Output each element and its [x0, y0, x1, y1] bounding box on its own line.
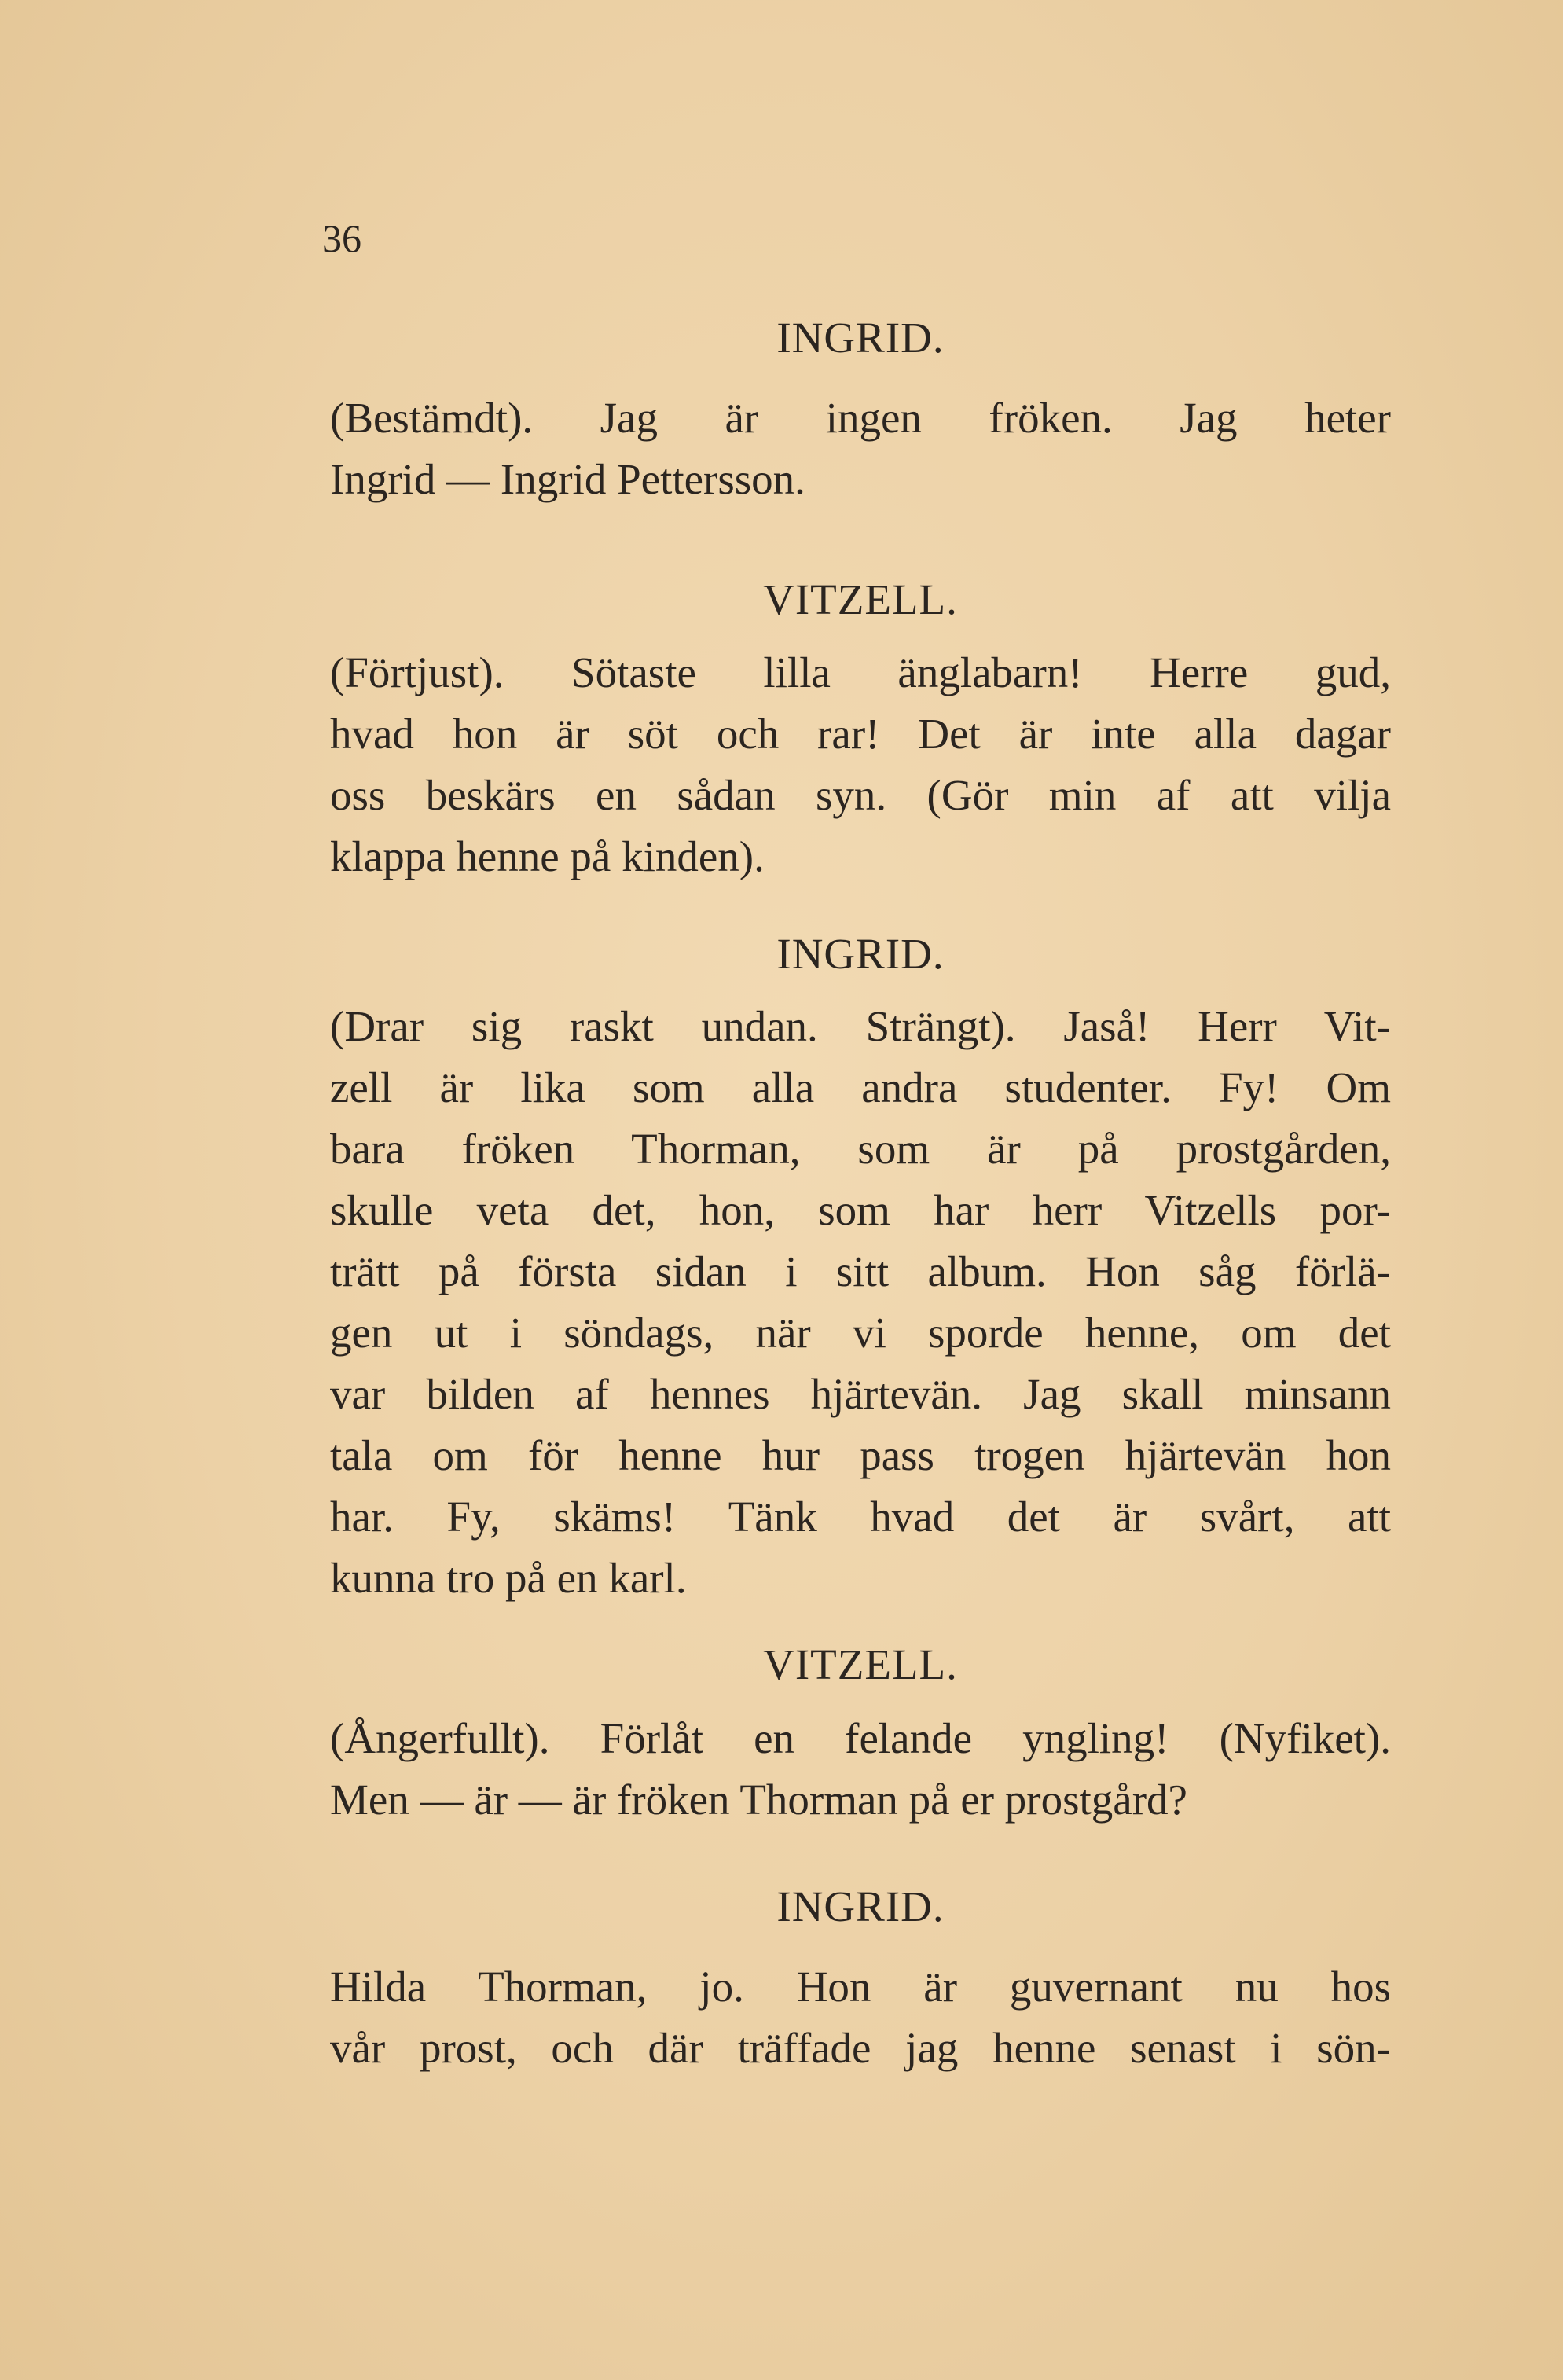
text-line: bara fröken Thorman, som är på prostgården, [330, 1125, 1391, 1173]
text-line: (Bestämdt). Jag är ingen fröken. Jag heter [330, 394, 1391, 442]
dialogue-paragraph [330, 387, 1391, 510]
text-line: Men — är — är fröken Thorman på er prostgård? [330, 1776, 1187, 1824]
speaker-name: VITZELL. [763, 1640, 958, 1688]
text-line: Ingrid — Ingrid Pettersson. [330, 455, 805, 503]
text-line: Hilda Thorman, jo. Hon är guvernant nu hos [330, 1963, 1391, 2011]
text-line: (Drar sig raskt undan. Strängt). Jaså! Herr Vit- [330, 1002, 1391, 1050]
dialogue-paragraph [330, 642, 1391, 887]
speaker-name: INGRID. [776, 930, 945, 978]
text-line: (Ångerfullt). Förlåt en felande yngling! (Nyfiket). [330, 1714, 1391, 1762]
text-line: (Förtjust). Sötaste lilla änglabarn! Herre gud, [330, 648, 1391, 696]
text-line: kunna tro på en karl. [330, 1554, 687, 1602]
text-line: tala om för henne hur pass trogen hjärtevän hon [330, 1431, 1391, 1479]
text-line: klappa henne på kinden). [330, 832, 765, 880]
dialogue-paragraph [330, 1956, 1391, 2079]
speaker-name: VITZELL. [763, 575, 958, 623]
text-line: har. Fy, skäms! Tänk hvad det är svårt, att [330, 1493, 1391, 1541]
dialogue-paragraph [330, 996, 1391, 1609]
text-line: gen ut i söndags, när vi sporde henne, om det [330, 1309, 1391, 1357]
text-line: vår prost, och där träffade jag henne senast i sön- [330, 2024, 1391, 2072]
text-line: trätt på första sidan i sitt album. Hon såg förlä- [330, 1247, 1391, 1295]
dialogue-paragraph [330, 1708, 1391, 1831]
speaker-name: INGRID. [776, 314, 945, 362]
text-line: hvad hon är söt och rar! Det är inte alla dagar [330, 710, 1391, 758]
speaker-name: INGRID. [776, 1882, 945, 1930]
text-line: skulle veta det, hon, som har herr Vitzells por- [330, 1186, 1391, 1234]
text-line: var bilden af hennes hjärtevän. Jag skall minsann [330, 1370, 1391, 1418]
page-number: 36 [322, 216, 361, 260]
text-line: zell är lika som alla andra studenter. Fy! Om [330, 1063, 1391, 1111]
text-line: oss beskärs en sådan syn. (Gör min af att vilja [330, 771, 1391, 819]
